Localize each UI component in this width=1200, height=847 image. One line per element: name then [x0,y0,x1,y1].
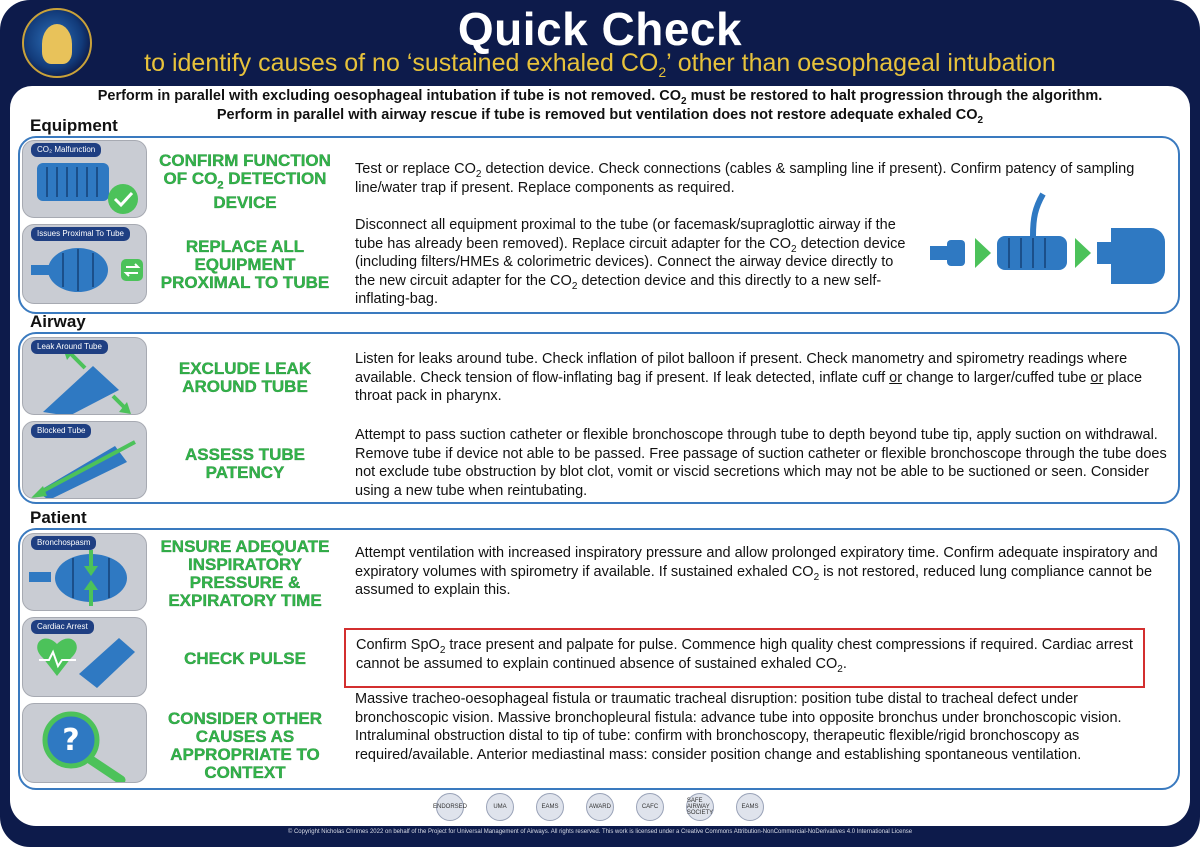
desc-assess-patency: Attempt to pass suction catheter or flexible bronchoscope through tube to depth beyond tube tip, apply suction on withdrawal. Remove tube if device not able to be passed. Free passage of suction catheter or flexible bronchoscope through the tube does not exclude tube obstruction by blot clot, vomit or viscid secretions which may not be able to be suctioned or seen. Consider using a new tube when reintubating. [355,427,1167,499]
action-check-pulse: CHECK PULSE [184,649,306,668]
co2-malfunction-card [22,140,147,218]
page-title: Quick Check [457,3,743,55]
action-ensure-pressure: ENSURE ADEQUATE INSPIRATORY PRESSURE & EXPIRATORY TIME [160,537,330,610]
circuit-diagram-icon [925,188,1175,306]
card-tag: Leak Around Tube [31,340,108,354]
desc-ensure-pressure: Attempt ventilation with increased inspiratory pressure and allow prolonged expiratory time. Confirm adequate inspiratory and expiratory volumes with spirometry if available. If sustained exhaled $CO_2$ is not restored, reduced lung compliance cannot be assumed to explain this. [355,545,1158,598]
endorser-logo: AWARD [586,793,614,821]
endorser-logo: CAFC [636,793,664,821]
card-tag: Blocked Tube [31,424,91,438]
action-assess-patency: ASSESS TUBE PATENCY [185,445,305,482]
card-tag: Issues Proximal To Tube [31,227,130,241]
card-tag: Cardiac Arrest [31,620,94,634]
leak-card [22,337,147,415]
desc-confirm-co2: Test or replace $CO_2$ detection device. Check connections (cables & sampling line if present). Confirm patency of sampling line/water trap if present. Replace components as required. [355,161,1135,196]
page-subtitle: to identify causes of no ‘sustained exhaled $CO_2$’ other than oesophageal intubation [144,49,1056,80]
section-airway: Airway [30,312,86,331]
magnifier-question-icon [23,704,147,783]
endorser-logo: EAMS [736,793,764,821]
desc-replace-proximal: Disconnect all equipment proximal to the tube (or facemask/supraglottic airway if the tube has already been removed). Replace circuit adapter for the $CO_2$ detection device (including filters/HMEs & colorimetric devices). Connect the airway device directly to the new circuit adapter for the $CO_2$ detection device and this directly to a new self-inflating-bag. [355,217,906,307]
card-tag: Bronchospasm [31,536,96,550]
section-patient: Patient [30,508,87,527]
endorser-logo: UMA [486,793,514,821]
section-equipment: Equipment [30,116,118,135]
instruction-line-2: Perform in parallel with airway rescue if tube is removed but ventilation does not restore adequate exhaled $CO_2$ [216,107,984,126]
copyright-notice: © Copyright Nicholas Chrimes 2022 on behalf of the Project for Universal Management of Airways. All rights reserved. This work is licensed under a Creative Commons Attribution-NonCommercial-NoDerivatives 4.0 International License [287,829,913,835]
instruction-line-1: Perform in parallel with excluding oesophageal intubation if tube is not removed. $CO_2$ must be restored to halt progression through the algorithm. [97,88,1103,107]
proximal-issues-card [22,224,147,304]
cardiac-arrest-card [22,617,147,697]
bronchospasm-card [22,533,147,611]
desc-exclude-leak: Listen for leaks around tube. Check inflation of pilot balloon if present. Check manometry and spirometry readings where available. Check tension of flow-inflating bag if present. If leak detected, inflate cuff or change to larger/cuffed tube or place throat pack in pharynx. [355,351,1143,404]
endorser-logos [0,790,1200,824]
action-replace-proximal: REPLACE ALL EQUIPMENT PROXIMAL TO TUBE [160,237,330,292]
blocked-tube-card [22,421,147,499]
card-tag: CO₂ Malfunction [31,143,101,157]
svg-text:?: ? [62,723,80,758]
action-confirm-co2: CONFIRM FUNCTION OF $CO_2$ DETECTION DEVICE [159,151,331,213]
other-causes-card [22,703,147,783]
desc-check-pulse: Confirm SpO$_2$ trace present and palpate for pulse. Commence high quality chest compressions if required. Cardiac arrest cannot be assumed to explain continued absence of sustained exhaled $CO_2$. [356,637,1133,675]
action-exclude-leak: EXCLUDE LEAK AROUND TUBE [178,359,312,396]
endorser-logo: EAMS [536,793,564,821]
action-consider-other: CONSIDER OTHER CAUSES AS APPROPRIATE TO CONTEXT [168,709,322,782]
desc-consider-other: Massive tracheo-oesophageal fistula or traumatic tracheal disruption: position tube distal to tracheal defect under bronchoscopic vision. Massive bronchopleural fistula: advance tube into opposite bronchus under bronchoscopic vision. Intraluminal obstruction distal to tip of tube: confirm with bronchoscopy, therapeutic flexible/rigid bronchoscopy as required/available. Anterior mediastinal mass: consider position change and establishing spontaneous ventilation. [355,691,1122,763]
endorser-logo: SAFE AIRWAY SOCIETY [686,793,714,821]
endorser-logo: ENDORSED [436,793,464,821]
